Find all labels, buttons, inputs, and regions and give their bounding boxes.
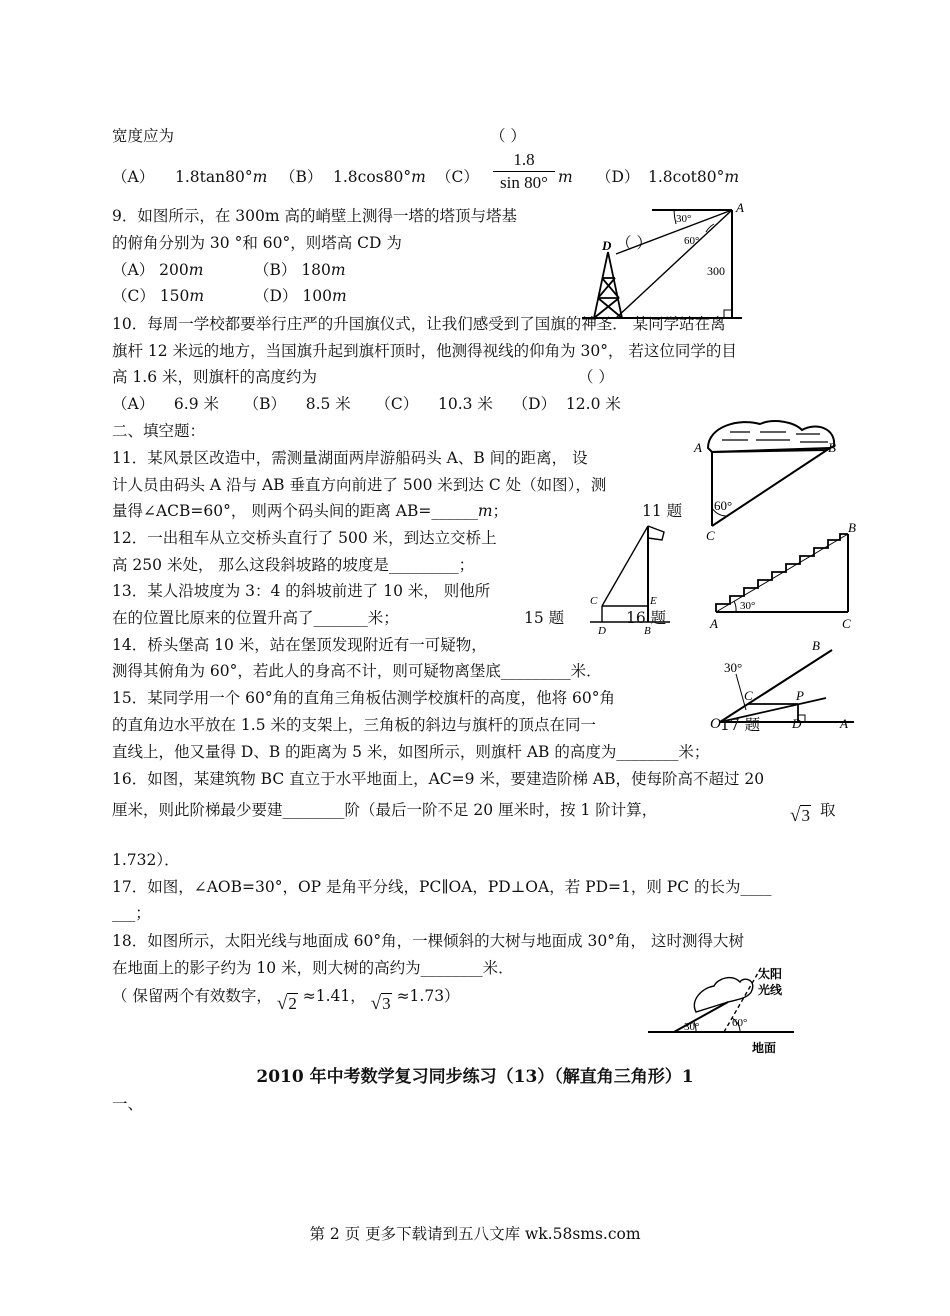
q10-line3: 高 1.6 米，则旗杆的高度约为 (112, 368, 318, 386)
fig15-label-d: D (598, 625, 606, 637)
q12-line2: 高 250 米处， 那么这段斜坡路的坡度是_________； (112, 556, 475, 574)
q18-line3: （ 保留两个有效数字， √2 ≈1.41， √3 ≈1.73） (112, 987, 460, 1014)
fig9-label-300: 300 (707, 264, 725, 278)
fig15-label-b: B (644, 625, 651, 637)
section-fill-in: 二、填空题： (112, 422, 206, 440)
q11-line3: 量得∠ACB=60°， 则两个码头间的距离 AB=______m； (112, 502, 509, 520)
fig17-label-c: C (744, 688, 753, 703)
fig9-label-a: A (736, 200, 744, 215)
fig17-label-30: 30° (724, 660, 743, 675)
q10-answer-paren: （ ） (578, 368, 614, 386)
q17-figure-tag: 17 题 (720, 716, 761, 734)
q18-line1: 18．如图所示，太阳光线与地面成 60°角，一棵倾斜的大树与地面成 30°角， 这时测得大树 (112, 932, 744, 950)
fig16-label-b: B (848, 520, 856, 535)
q8-option-c-unit: m (558, 168, 573, 186)
q11-line1: 11．某风景区改造中，需测量湖面两岸游船码头 A、B 间的距离， 设 (112, 449, 588, 467)
q15-line2: 的直角边水平放在 1.5 米的支架上，三角板的斜边与旗杆的顶点在同一 (112, 716, 597, 734)
q9-answer-paren: （ ） (616, 234, 652, 252)
fig17-label-p: P (796, 688, 804, 703)
fig11-label-60: 60° (714, 498, 733, 513)
q8-option-a-label: （A） (112, 168, 155, 186)
fig17-label-b: B (812, 638, 820, 653)
fraction-numerator: 1.8 (493, 150, 555, 172)
fig11-label-b: B (828, 440, 836, 455)
q13-line1: 13．某人沿坡度为 3：4 的斜坡前进了 10 米， 则他所 (112, 582, 491, 600)
fig18-label-sun1: 太阳 (758, 967, 783, 981)
fig15-sightline (602, 526, 648, 606)
q8-option-c-label: （C） (436, 168, 479, 186)
q8-option-d-label: （D） (596, 168, 640, 186)
fig11-label-a: A (694, 440, 702, 455)
q16-figure-tag: 16 题 (626, 609, 667, 627)
fig9-label-30: 30° (676, 213, 692, 225)
figure-q9-cliff-tower (582, 200, 754, 330)
q16-take: 取 (820, 801, 836, 819)
fig9-label-d: D (602, 238, 612, 253)
fig11-lake (708, 421, 834, 452)
fig18-tree-trunk (674, 1002, 728, 1032)
fig11-bc (712, 448, 830, 526)
q16-line3: 1.732）． (112, 851, 180, 869)
fig15-label-e: E (650, 595, 657, 607)
fig9-label-60: 60° (684, 235, 700, 247)
q10-options: （A） 6.9 米 （B） 8.5 米 （C） 10.3 米 （D） 12.0 米 (112, 395, 621, 413)
q11-line2: 计人员由码头 A 沿与 AB 垂直方向前进了 500 米到达 C 处（如图），测 (112, 476, 607, 494)
fig16-label-c: C (842, 616, 851, 631)
fig18-label-60: 60° (732, 1017, 748, 1029)
fig18-label-30: 30° (684, 1021, 700, 1033)
fig11-label-c: C (706, 528, 715, 543)
q12-line1: 12．一出租车从立交桥头直行了 500 米，到达立交桥上 (112, 529, 497, 547)
q8-option-b: 1.8cos80°m (333, 168, 426, 186)
q16-line2: 厘米，则此阶梯最少要建________阶（最后一阶不足 20 厘米时，按 1 阶计算， (112, 801, 658, 819)
q8-stem-end: 宽度应为 (112, 127, 175, 145)
fig16-label-30: 30° (740, 600, 756, 612)
page-heading: 2010 年中考数学复习同步练习（13）（解直角三角形）1 (256, 1067, 694, 1087)
q9-option-d: （D） 100m (254, 287, 347, 305)
page-footer: 第 2 页 更多下载请到五八文库 wk.58sms.com (309, 1225, 641, 1243)
fig16-arc (734, 601, 736, 612)
q14-line2: 测得其俯角为 60°，若此人的身高不计，则可疑物离堡底_________米． (112, 662, 602, 680)
q17-line1: 17．如图，∠AOB=30°，OP 是角平分线，PC∥OA，PD⊥OA，若 PD=1，则 PC 的长为____ (112, 878, 772, 896)
fig17-label-a: A (840, 716, 848, 731)
fig18-tree-crown (694, 978, 752, 1012)
figure-q16-staircase (702, 520, 862, 632)
figure-q18-tree-shadow (640, 960, 800, 1060)
fig17-label-d: D (792, 716, 802, 731)
q18-line2: 在地面上的影子约为 10 米，则大树的高约为________米． (112, 959, 514, 977)
q11-figure-tag: 11 题 (642, 502, 683, 520)
q8-option-d: 1.8cot80°m (648, 168, 740, 186)
fig15-label-c: C (590, 595, 598, 607)
fig9-sightline-top (616, 210, 732, 254)
q8-option-c-fraction (493, 150, 555, 193)
fig18-label-sun2: 光线 (758, 983, 783, 997)
q9-option-c: （C） 150m (112, 287, 205, 305)
q16-line1: 16．如图，某建筑物 BC 直立于水平地面上，AC=9 米，要建造阶梯 AB，使每阶高不超过 20 (112, 770, 765, 788)
q9-line1: 9．如图所示，在 300m 高的峭壁上测得一塔的塔顶与塔基 (112, 207, 517, 225)
q8-option-a: 1.8tan80°m (175, 168, 268, 186)
fig9-tower (594, 252, 622, 318)
q10-line1: 10．每周一学校都要举行庄严的升国旗仪式，让我们感受到了国旗的神圣． 某同学站在离 (112, 315, 726, 333)
q14-line1: 14．桥头堡高 10 米，站在堡顶发现附近有一可疑物， (112, 636, 487, 654)
fig18-label-ground: 地面 (752, 1041, 777, 1055)
q9-option-a: （A） 200m (112, 261, 204, 279)
q15-figure-tag: 15 题 (524, 609, 565, 627)
q10-line2: 旗杆 12 米远的地方，当国旗升起到旗杆顶时，他测得视线的仰角为 30°， 若这位同学的目 (112, 342, 737, 360)
q13-line2: 在的位置比原来的位置升高了_______米； (112, 609, 399, 627)
q15-line1: 15．某同学用一个 60°角的直角三角板估测学校旗杆的高度，他将 60°角 (112, 689, 616, 707)
fig17-label-o: O (710, 716, 721, 732)
q16-sqrt3: √3 (790, 805, 810, 826)
fig16-label-a: A (710, 616, 718, 631)
q17-line2: ___； (112, 904, 151, 922)
section-one: 一、 (112, 1095, 144, 1113)
fig15-flag (648, 526, 664, 540)
q15-line3: 直线上，他又量得 D、B 的距离为 5 米，如图所示，则旗杆 AB 的高度为________米； (112, 743, 710, 761)
q8-answer-paren: （ ） (490, 127, 526, 145)
q9-option-b: （B） 180m (254, 261, 346, 279)
q9-line2: 的俯角分别为 30 °和 60°，则塔高 CD 为 (112, 234, 402, 252)
q8-option-b-label: （B） (280, 168, 323, 186)
fraction-denominator: sin 80° (500, 173, 548, 192)
